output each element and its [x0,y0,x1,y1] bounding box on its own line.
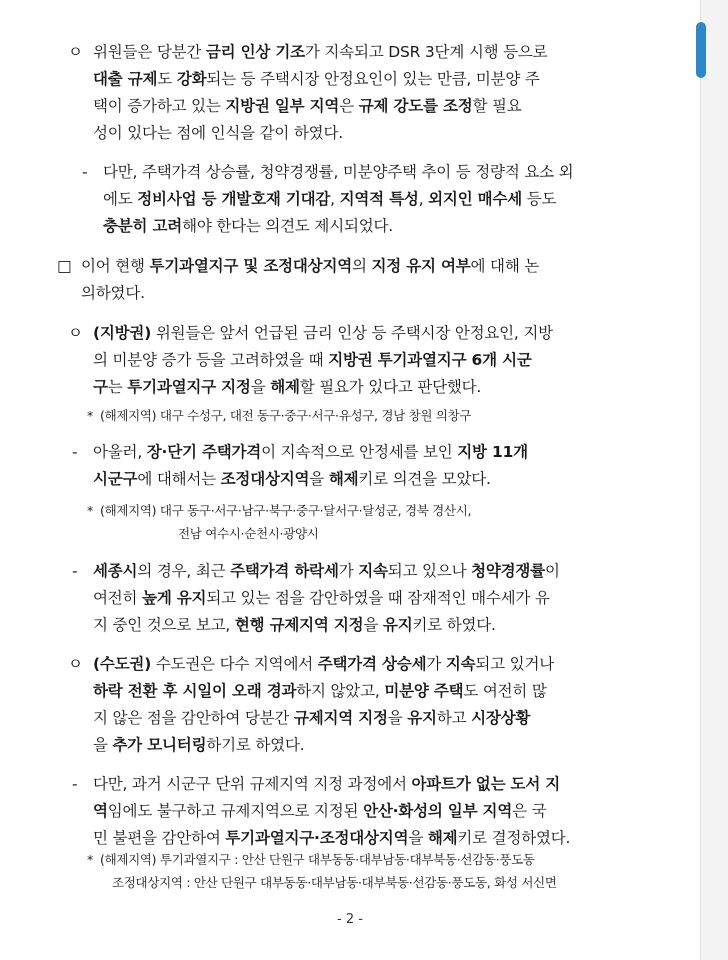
text-line [93,561,560,581]
text-line [103,216,393,236]
text-run: 키로 하였다. [412,616,496,634]
text-run: 지 않은 점을 감안하여 당분간 [93,709,294,727]
scrollbar-thumb[interactable] [696,22,706,78]
text-run: 전남 여수시·순천시·광양시 [178,526,319,541]
bold-text: 역 [93,802,108,820]
text-run: (해제지역) 대구 수성구, 대전 동구·중구·서구·유성구, 경남 창원 의창구 [100,408,472,423]
bold-text: 투기과열지구 지정 [127,378,251,396]
square-bullet-icon: □ [57,257,72,275]
text-line [93,774,560,794]
text-line [93,123,343,143]
text-line [93,801,546,821]
text-line [93,323,553,343]
bold-text: 강화 [176,70,207,88]
bold-text: 청약경쟁률 [471,562,545,580]
text-run: 임에도 불구하고 규제지역으로 지정된 [107,802,364,820]
bold-text: 현행 규제지역 지정 [234,616,364,634]
text-line [81,283,145,303]
bold-text: 유지 [407,709,437,727]
bold-text: 지정 유지 여부 [371,257,471,275]
text-line [93,377,481,397]
text-line [103,162,573,182]
bullet-marker: * [87,852,94,867]
text-line [93,828,570,848]
text-run: 이 지속적으로 안정세를 보인 [261,443,458,461]
bold-text: 금리 인상 기조 [205,43,305,61]
bold-text: 지방권 일부 지역 [225,97,340,115]
text-run: 는 [107,378,128,396]
text-run: 하기로 하였다. [206,736,305,754]
text-run: 의 경우, 최근 [137,562,231,580]
bold-text: 지방권 투기과열지구 6개 시군 [328,351,532,369]
bold-text: 구 [93,378,108,396]
text-run: 위원들은 당분간 [93,43,206,61]
text-run: 을 [250,378,271,396]
bold-text: 높게 유지 [142,589,207,607]
bold-text: 추가 모니터링 [112,736,207,754]
text-run: 에도 [103,190,138,208]
text-run: 에 대해서는 [137,470,221,488]
bullet-marker: * [87,408,94,423]
text-run: 을 [309,470,329,488]
bold-text: 투기과열지구 및 조정대상지역 [149,257,352,275]
bullet-marker: ㅇ [68,324,83,342]
text-line [93,442,528,462]
text-line [81,256,539,276]
text-run: 성이 있다는 점에 인식을 같이 하였다. [93,124,343,142]
text-run: 하고 [436,709,472,727]
text-run: 가 [338,562,359,580]
bold-text: 투기과열지구·조정대상지역 [225,829,409,847]
bold-text: 지역적 특성 [339,190,419,208]
bold-text: 주택가격 하락세 [230,562,339,580]
text-line [93,735,304,755]
text-line [178,525,319,542]
text-run: 위원들은 앞서 언급된 금리 인상 등 주택시장 안정요인, 지방 [151,324,553,342]
bullet-marker: * [87,503,94,518]
bold-text: 지속 [445,655,476,673]
bold-text: 시장상황 [471,709,531,727]
bold-text: 정비사업 등 개발호재 기대감 [137,190,331,208]
text-run: 키로 의견을 모았다. [358,470,491,488]
bold-text: 안산·화성의 일부 지역 [363,802,513,820]
bullet-marker: ㅇ [68,655,83,673]
text-run: 하지 않았고, [296,682,385,700]
bold-text: 시군구 [93,470,138,488]
bold-text: 장·단기 주택가격 [146,443,262,461]
bold-text: 세종시 [93,562,138,580]
text-run: 다만, 과거 시군구 단위 규제지역 지정 과정에서 [93,775,412,793]
text-line [93,708,530,728]
text-line [93,42,547,62]
bold-text: 지방 11개 [457,443,528,461]
bold-text: 유지 [382,616,413,634]
text-line [112,874,557,891]
text-line [93,681,547,701]
text-run: 되고 있으나 [387,562,472,580]
text-run: 등도 [522,190,557,208]
bold-text: 해제 [270,378,300,396]
scrollbar-track[interactable] [700,0,728,960]
bold-text: 하락 전환 후 시일이 오래 경과 [93,682,297,700]
text-line [93,69,540,89]
text-run: 되고 있는 점을 감안하였을 때 잠재적인 매수세가 유 [206,589,550,607]
bullet-marker: ㅇ [68,43,83,61]
text-run: 민 불편을 감안하여 [93,829,226,847]
bold-text: 해제 [427,829,458,847]
text-run: 키로 결정하였다. [457,829,571,847]
bold-text: 외지인 매수세 [428,190,522,208]
bullet-marker: - [72,775,78,793]
bold-text: 아파트가 없는 도서 지 [411,775,561,793]
text-run: 되는 등 주택시장 안정요인이 있는 만큼, 미분양 주 [206,70,540,88]
text-run: 할 필요 [472,97,522,115]
text-run: 에 대해 논 [470,257,540,275]
text-run: 택이 증가하고 있는 [93,97,226,115]
text-run: 이 [544,562,560,580]
bold-text: 규제 강도를 조정 [358,97,473,115]
bold-text: 지속 [358,562,388,580]
text-line [93,615,496,635]
text-run: 을 [408,829,428,847]
text-run: 도 여전히 많 [463,682,547,700]
text-run: 해야 한다는 의견도 제시되었다. [182,217,394,235]
bold-text: (수도권) [93,655,152,673]
text-line [93,654,554,674]
page-number: - 2 - [337,912,363,927]
text-run: 은 국 [512,802,547,820]
bold-text: 대출 규제 [93,70,158,88]
bullet-marker: - [72,443,78,461]
text-run: 할 필요가 있다고 판단했다. [299,378,482,396]
text-run: , [418,190,429,208]
text-run: 은 [339,97,359,115]
bullet-marker: - [82,163,88,181]
text-line [93,350,532,370]
text-run: 이어 현행 [81,257,150,275]
bold-text: 해제 [328,470,359,488]
text-line [100,502,471,519]
text-run: 을 [387,709,408,727]
text-run: 되고 있거나 [475,655,554,673]
text-run: 조정대상지역 : 안산 단원구 대부동동·대부남동·대부북동·선감동·풍도동, 화성 서신면 [112,875,557,890]
text-line [93,469,491,489]
bold-text: 규제지역 지정 [293,709,388,727]
text-run: 다만, 주택가격 상승률, 청약경쟁률, 미분양주택 추이 등 정량적 요소 외 [103,163,574,181]
text-run: , [330,190,340,208]
text-line [93,588,550,608]
bold-text: 주택가격 상승세 [317,655,427,673]
text-run: (해제지역) 대구 동구·서구·남구·북구·중구·달서구·달성군, 경북 경산시, [100,503,472,518]
text-run: 도 [157,70,177,88]
text-run: 가 [426,655,446,673]
text-run: 의 미분양 증가 등을 고려하였을 때 [93,351,329,369]
bold-text: (지방권) [93,324,152,342]
text-run: (해제지역) 투기과열지구 : 안산 단원구 대부동동·대부남동·대부북동·선감동·풍도동 [100,852,535,867]
text-run: 의하였다. [81,284,145,302]
bold-text: 조정대상지역 [220,470,310,488]
text-run: 수도권은 다수 지역에서 [151,655,318,673]
text-run: 의 [352,257,372,275]
bold-text: 충분히 고려 [103,217,183,235]
text-line [103,189,556,209]
bullet-marker: - [72,562,78,580]
bold-text: 미분양 주택 [384,682,464,700]
text-run: 가 지속되고 DSR 3단계 시행 등으로 [304,43,548,61]
text-line [93,96,522,116]
text-run: 을 [93,736,113,754]
text-run: 여전히 [93,589,143,607]
text-run: 지 중인 것으로 보고, [93,616,235,634]
text-run: 아울러, [93,443,147,461]
text-run: 을 [363,616,383,634]
text-line [100,407,471,424]
text-line [100,851,535,868]
